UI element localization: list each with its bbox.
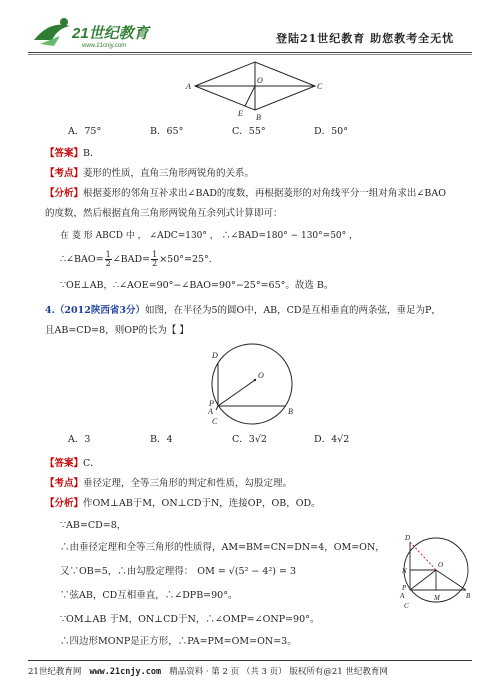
q4-stem-2: 且AB=CD=8，则OP的长为【 】 xyxy=(45,325,189,336)
fig2-label-b: B xyxy=(288,407,293,416)
q4-formula: OM = √(5² − 4²) = 3 xyxy=(197,566,297,577)
q4-answer-value: C． xyxy=(83,458,100,469)
logo-text: 21世纪教育 xyxy=(72,25,149,42)
q3-step-1: 在 菱 形 ABCD 中 ， ∠ADC=130° ， ∴∠BAD=180° − 130°=50° ， xyxy=(60,231,359,241)
q4-stem-1 xyxy=(45,305,441,317)
q4-analysis-text-1: 作OM⊥AB于M，ON⊥CD于N，连接OP，OB，OD。 xyxy=(83,498,321,509)
q4-number: 4. xyxy=(45,305,55,316)
q3-fraction-2: $\frac{1}{2}$ xyxy=(152,250,158,268)
fig3-label-m: M xyxy=(434,594,440,602)
q4-stem-text-1: 如图，在半径为5的圆O中，AB，CD是互相垂直的两条弦，垂足为P， xyxy=(144,305,441,316)
q4-analysis-2: ∵AB=CD=8， xyxy=(60,520,127,531)
q3-step-2-pre: ∴∠BAO= xyxy=(60,254,104,265)
fig3-label-o: O xyxy=(438,561,444,569)
q3-answer-value: B． xyxy=(83,148,100,159)
page-header xyxy=(0,0,500,58)
q4-source: （2012陕西省3分） xyxy=(54,305,145,316)
q3-point-tag: 【考点】 xyxy=(45,168,84,179)
q3-point-text: 菱形的性质，直角三角形两锐角的关系。 xyxy=(83,168,255,179)
fig2-label-o: O xyxy=(258,371,264,380)
q3-answer-tag: 【答案】 xyxy=(45,148,84,159)
q3-options xyxy=(68,126,396,138)
fig1-label-e: E xyxy=(238,109,243,118)
footer-left: 21世纪教育网 xyxy=(28,667,82,677)
q3-option-b[interactable]: B．65° xyxy=(150,126,184,137)
page-footer xyxy=(28,660,472,677)
q4-analysis-6: ∵OM⊥AB 于M，ON⊥CD于N，∴∠OMP=∠ONP=90°。 xyxy=(60,614,320,625)
q4-analysis-3: ∴由垂径定理和全等三角形的性质得，AM=BM=CN=DN=4，OM=ON， xyxy=(60,542,385,553)
header-slogan: 登陆21世纪教育 助您教考全无忧 xyxy=(276,32,455,45)
q3-step-2 xyxy=(60,250,212,270)
q3-analysis-1 xyxy=(45,188,446,200)
q4-point-tag: 【考点】 xyxy=(45,478,84,489)
fig1-label-b: B xyxy=(256,113,261,122)
fig3-label-c: C xyxy=(404,602,409,610)
q3-analysis-text-1: 根据菱形的邻角互补求出∠BAD的度数，再根据菱形的对角线平分一组对角求出∠BAO xyxy=(83,188,447,199)
q4-answer xyxy=(45,458,100,470)
q3-analysis-tag: 【分析】 xyxy=(45,188,84,199)
fig2-label-c: C xyxy=(212,417,218,426)
q4-analysis-7: ∴四边形MONP是正方形，∴PA=PM=OM=ON=3。 xyxy=(60,636,297,647)
q3-step-2-post: ×50°=25°. xyxy=(159,254,212,265)
fig2-label-d: D xyxy=(212,351,218,360)
q4-options xyxy=(68,434,396,446)
q3-option-c[interactable]: C．55° xyxy=(232,126,266,137)
q4-analysis-tag: 【分析】 xyxy=(45,498,84,509)
q4-analysis-4 xyxy=(60,566,296,578)
q4-point-text: 垂径定理，全等三角形的判定和性质，勾股定理。 xyxy=(83,478,293,489)
footer-url[interactable]: www.21cnjy.com xyxy=(89,667,162,677)
q4-option-a[interactable]: A．3 xyxy=(68,434,91,445)
q3-step-2-mid: ∠BAD= xyxy=(112,254,151,265)
q3-fraction-1: $\frac{1}{2}$ xyxy=(105,250,111,268)
q4-analysis-4-pre: 又∵OB=5，∴由勾股定理得： xyxy=(60,566,194,577)
q3-analysis-2: 的度数，然后根据直角三角形两锐角互余列式计算即可： xyxy=(45,208,283,219)
q3-step-3: ∵OE⊥AB，∴∠AOE=90°−∠BAO=90°−25°=65°。故选 B。 xyxy=(60,280,334,291)
q3-point xyxy=(45,168,254,180)
fig1-label-o: O xyxy=(257,76,263,85)
fig3-label-p: P xyxy=(402,584,407,592)
solution-figure xyxy=(396,524,472,616)
q4-point xyxy=(45,478,292,490)
q4-analysis-5: ∵弦AB，CD互相垂直，∴∠DPB=90°。 xyxy=(60,590,238,601)
fig1-label-c: C xyxy=(317,82,323,91)
q3-option-d[interactable]: D．50° xyxy=(314,126,348,137)
q4-option-b[interactable]: B．4 xyxy=(150,434,173,445)
fig2-label-p: P xyxy=(209,399,214,408)
q3-option-a[interactable]: A．75° xyxy=(68,126,102,137)
header-rule xyxy=(28,52,472,55)
q4-answer-tag: 【答案】 xyxy=(45,458,84,469)
footer-middle: 精品资料 · 第 2 页 （共 3 页） 版权所有@21 世纪教育网 xyxy=(169,667,388,677)
fig3-label-n: N xyxy=(402,567,407,575)
fig2-label-a: A xyxy=(208,407,213,416)
rhombus-figure xyxy=(185,60,325,122)
q4-option-d[interactable]: D．4√2 xyxy=(314,434,350,445)
q3-answer xyxy=(45,148,100,160)
fig1-label-a: A xyxy=(186,82,191,91)
circle-figure xyxy=(200,338,300,430)
q4-option-c[interactable]: C．3√2 xyxy=(232,434,267,445)
fig3-label-b: B xyxy=(466,592,471,600)
fig3-label-d: D xyxy=(405,534,411,542)
q4-analysis-1 xyxy=(45,498,321,510)
logo xyxy=(30,14,160,50)
logo-url: www.21cnjy.com xyxy=(82,43,127,49)
fig3-label-a: A xyxy=(400,592,405,600)
